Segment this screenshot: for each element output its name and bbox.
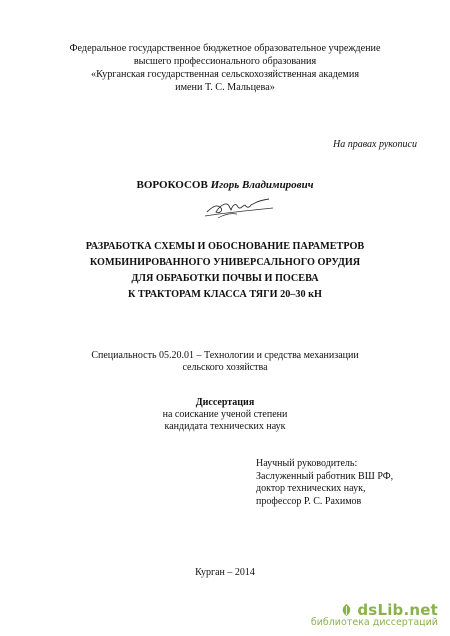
specialty-line: Специальность 05.20.01 – Технологии и средства механизации [91, 350, 359, 361]
author-name [0, 179, 450, 191]
organization-line: имени Т. С. Мальцева» [175, 82, 275, 93]
signature-image [203, 194, 277, 222]
dissertation-line: на соискание ученой степени [162, 409, 288, 420]
organization-line: «Курганская государственная сельскохозяйственная академия [90, 69, 360, 80]
specialty-line: сельского хозяйства [182, 362, 268, 373]
dissertation-title [0, 239, 450, 303]
watermark [311, 601, 438, 628]
author-given-names: Игорь Владимирович [210, 179, 314, 191]
advisor-line: Научный руководитель: [256, 458, 358, 469]
advisor-line: Заслуженный работник ВШ РФ, [256, 470, 394, 482]
organization-block [0, 42, 450, 94]
title-line: РАЗРАБОТКА СХЕМЫ И ОБОСНОВАНИЕ ПАРАМЕТРОВ [85, 241, 365, 252]
leaf-icon [340, 603, 353, 617]
author-surname: ВОРОКОСОВ [136, 179, 208, 191]
title-line: КОМБИНИРОВАННОГО УНИВЕРСАЛЬНОГО ОРУДИЯ [89, 257, 361, 268]
dissertation-heading: Диссертация [195, 397, 255, 408]
advisor-line: профессор Р. С. Рахимов [256, 495, 362, 507]
specialty-block [0, 350, 450, 374]
organization-line: Федеральное государственное бюджетное образовательное учреждение [69, 43, 381, 54]
dissertation-block [0, 397, 450, 433]
dissertation-line: кандидата технических наук [164, 421, 286, 432]
city-year: Курган – 2014 [195, 567, 255, 578]
watermark-logo: dsLib.net [357, 601, 438, 619]
advisor-block [256, 458, 393, 508]
title-line: К ТРАКТОРАМ КЛАССА ТЯГИ 20–30 кН [128, 289, 322, 300]
title-line: ДЛЯ ОБРАБОТКИ ПОЧВЫ И ПОСЕВА [131, 273, 319, 284]
rights-note: На правах рукописи [333, 139, 417, 150]
organization-line: высшего профессионального образования [133, 56, 317, 67]
advisor-line: доктор технических наук, [256, 483, 366, 494]
watermark-subtitle: библиотека диссертаций [310, 617, 438, 628]
